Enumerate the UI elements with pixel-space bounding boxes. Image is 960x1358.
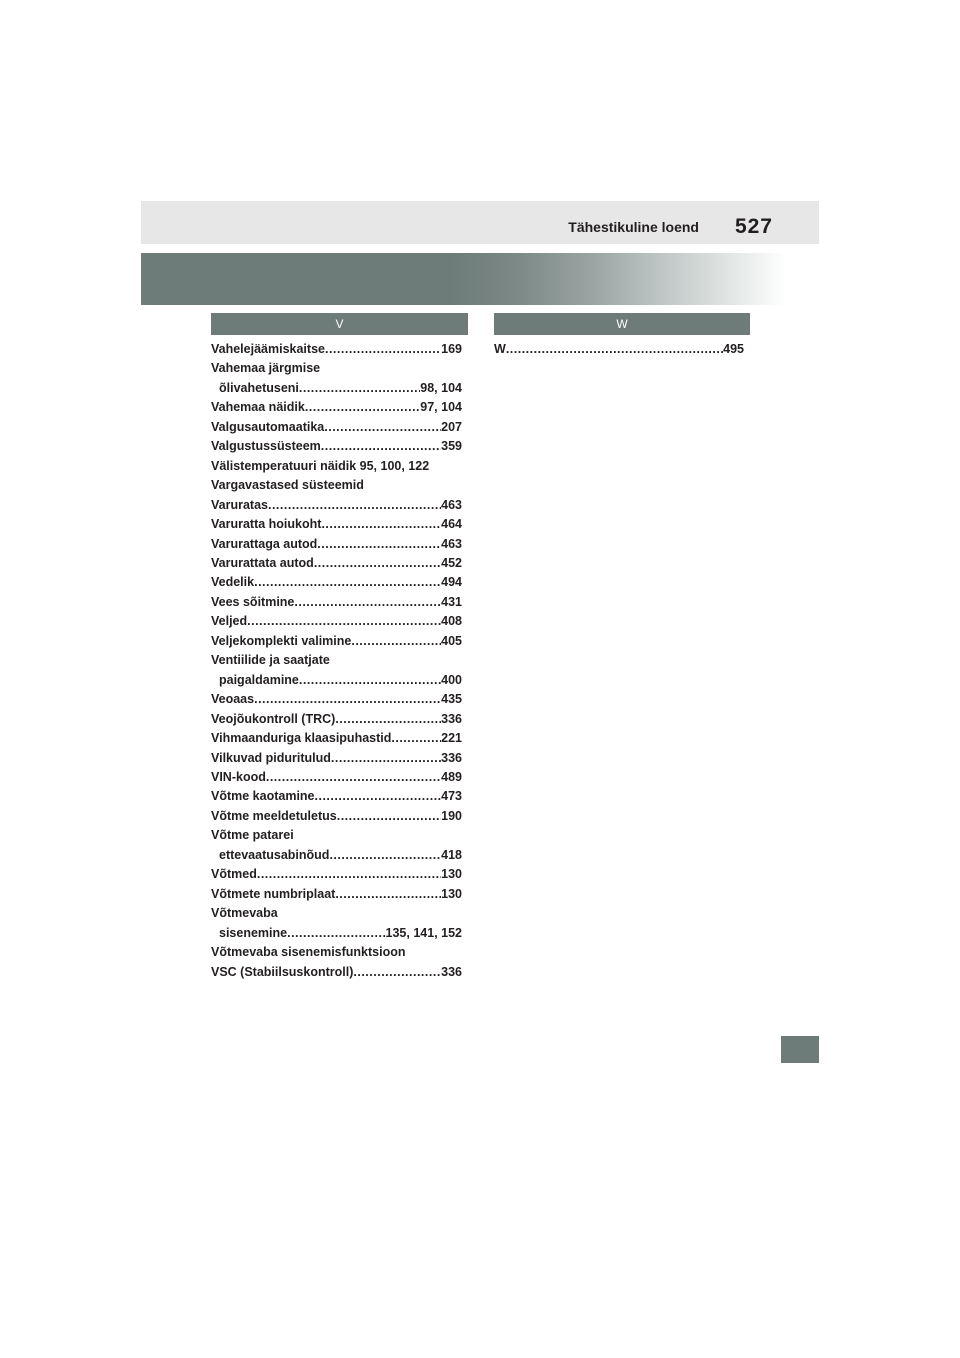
index-entry: [211, 554, 462, 573]
index-entry: [211, 690, 462, 709]
index-entry: [211, 943, 462, 962]
page-reference[interactable]: 169: [441, 342, 462, 356]
index-term: Varurattaga autod: [211, 536, 318, 551]
index-term: Võtmevaba sisenemisfunktsioon: [211, 945, 406, 960]
index-term: Veoaas: [211, 692, 255, 707]
index-entry: [211, 885, 462, 904]
index-entry: [211, 398, 462, 417]
dot-leader: [317, 535, 441, 554]
index-entry: [211, 826, 462, 845]
dot-leader: [321, 515, 441, 534]
page-reference[interactable]: 418: [441, 847, 462, 862]
page-reference[interactable]: 130: [441, 867, 462, 882]
page-reference[interactable]: 435: [441, 692, 462, 707]
index-entry: [211, 924, 462, 943]
dot-leader: [331, 749, 441, 768]
index-entry: [211, 807, 462, 826]
index-term: Veojõukontroll (TRC): [211, 711, 336, 726]
dot-leader: [351, 632, 441, 651]
index-term: Võtme kaotamine: [211, 789, 315, 804]
index-term: Valgusautomaatika: [211, 419, 325, 434]
dot-leader: [329, 846, 441, 865]
index-entry: [211, 904, 462, 923]
page-reference[interactable]: 408: [441, 614, 462, 629]
dot-leader: [321, 437, 441, 456]
index-entry: [211, 865, 462, 884]
index-entry: [211, 515, 462, 534]
index-entry: [211, 749, 462, 768]
page-reference[interactable]: 221: [441, 731, 462, 746]
index-term: Vilkuvad piduritulud: [211, 750, 331, 765]
dot-leader: [353, 963, 441, 982]
page-reference[interactable]: 130: [441, 886, 462, 901]
index-entry: [211, 632, 462, 651]
index-term: Võtmevaba: [211, 906, 278, 921]
index-term: Veljed: [211, 614, 248, 629]
dot-leader: [335, 885, 441, 904]
page-reference[interactable]: 464: [441, 517, 462, 532]
page-reference[interactable]: 463: [441, 497, 462, 512]
index-entry: [211, 846, 462, 865]
index-entry: [211, 359, 462, 378]
page-reference[interactable]: 97, 104: [420, 400, 462, 415]
index-term: paigaldamine: [219, 672, 299, 687]
index-entry: [211, 612, 462, 631]
index-term: Ventiilide ja saatjate: [211, 653, 330, 668]
page-reference[interactable]: 207: [441, 419, 462, 434]
index-entry: [211, 535, 462, 554]
page-reference[interactable]: 431: [441, 594, 462, 609]
letter-heading-w: W: [494, 313, 750, 335]
index-entry: [211, 651, 462, 670]
index-term: Vees sõitmine: [211, 594, 295, 609]
page-reference[interactable]: 495: [723, 342, 744, 356]
page-reference[interactable]: 494: [441, 575, 462, 590]
page-reference[interactable]: 452: [441, 555, 462, 570]
page-reference[interactable]: 489: [441, 769, 462, 784]
dot-leader: [287, 924, 385, 943]
index-term: Vihmaanduriga klaasipuhastid: [211, 731, 392, 746]
index-term: Välistemperatuuri näidik 95, 100, 122: [211, 458, 430, 473]
chapter-thumb-tab[interactable]: [781, 1036, 819, 1063]
index-term: Vargavastased süsteemid: [211, 478, 364, 493]
index-term: Võtmete numbriplaat: [211, 886, 336, 901]
dot-leader: [391, 729, 441, 748]
dot-leader: [335, 710, 441, 729]
index-entry: [211, 671, 462, 690]
index-entry: [211, 593, 462, 612]
index-term: Vahemaa järgmise: [211, 361, 321, 376]
page-header: [141, 201, 819, 244]
page-reference[interactable]: 336: [441, 750, 462, 765]
page-reference[interactable]: 359: [441, 439, 462, 454]
index-entry: [211, 787, 462, 806]
dot-leader: [315, 787, 442, 806]
index-term: õlivahetuseni: [219, 380, 299, 395]
index-entry: [211, 963, 462, 982]
index-term: W: [494, 342, 506, 356]
page-reference[interactable]: 336: [441, 711, 462, 726]
page-reference[interactable]: 405: [441, 633, 462, 648]
dot-leader: [254, 573, 441, 592]
page-reference[interactable]: 98, 104: [420, 380, 462, 395]
index-term: sisenemine: [219, 925, 288, 940]
section-title: Tähestikuline loend: [568, 219, 699, 235]
index-entry: [211, 340, 462, 359]
index-column-w: [494, 340, 744, 359]
index-term: Võtme patarei: [211, 828, 294, 843]
page-reference[interactable]: 135, 141, 152: [385, 925, 462, 940]
index-term: Vedelik: [211, 575, 255, 590]
dot-leader: [314, 554, 441, 573]
index-term: Võtmed: [211, 867, 257, 882]
index-term: Varurattata autod: [211, 555, 314, 570]
page-reference[interactable]: 473: [441, 789, 462, 804]
dot-leader: [305, 398, 420, 417]
index-entry: [211, 476, 462, 495]
page-reference[interactable]: 463: [441, 536, 462, 551]
index-term: Valgustussüsteem: [211, 439, 321, 454]
index-term: Varuratas: [211, 497, 268, 512]
page-reference[interactable]: 400: [441, 672, 462, 687]
dot-leader: [294, 593, 441, 612]
dot-leader: [257, 865, 441, 884]
index-term: Veljekomplekti valimine: [211, 633, 352, 648]
index-entry: [211, 418, 462, 437]
dot-leader: [299, 379, 420, 398]
index-term: VIN-kood: [211, 769, 266, 784]
index-entry: [211, 710, 462, 729]
dot-leader: [266, 768, 441, 787]
page-number: 527: [734, 215, 773, 238]
index-term: Vahelejäämiskaitse: [211, 342, 325, 356]
index-column-v: [211, 340, 462, 982]
index-entry: [211, 457, 462, 476]
index-entry: [211, 379, 462, 398]
index-term: Varuratta hoiukoht: [211, 517, 322, 532]
index-term: Vahemaa näidik: [211, 400, 305, 415]
index-entry: [211, 437, 462, 456]
index-entry: [211, 729, 462, 748]
letter-heading-v: V: [211, 313, 468, 335]
index-entry: [494, 340, 744, 359]
page-reference[interactable]: 336: [441, 964, 462, 979]
index-entry: [211, 768, 462, 787]
index-entry: [211, 496, 462, 515]
dot-leader: [325, 340, 441, 359]
page-reference[interactable]: 190: [441, 808, 462, 823]
dot-leader: [254, 690, 441, 709]
index-term: Võtme meeldetuletus: [211, 808, 337, 823]
dot-leader: [337, 807, 441, 826]
index-term: VSC (Stabiilsuskontroll): [211, 964, 354, 979]
dot-leader: [506, 340, 723, 359]
chapter-banner: [141, 253, 786, 305]
dot-leader: [268, 496, 441, 515]
dot-leader: [324, 418, 441, 437]
dot-leader: [247, 612, 441, 631]
index-term: ettevaatusabinõud: [219, 847, 330, 862]
dot-leader: [299, 671, 441, 690]
index-entry: [211, 573, 462, 592]
